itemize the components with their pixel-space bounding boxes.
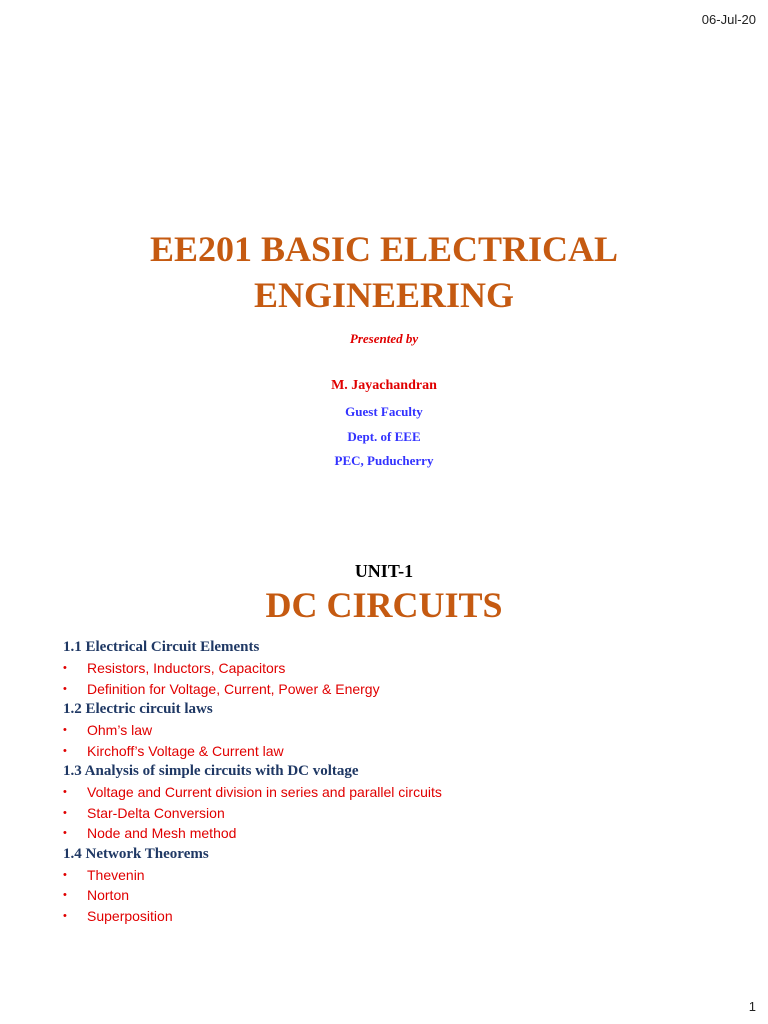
section-heading: 1.4 Network Theorems bbox=[63, 845, 209, 862]
section-heading: 1.2 Electric circuit laws bbox=[63, 701, 213, 717]
section-item bbox=[63, 679, 723, 700]
presenter-department: Dept. of EEE bbox=[347, 429, 421, 444]
syllabus-section bbox=[63, 699, 723, 761]
bullet-icon: • bbox=[63, 806, 67, 819]
unit-title: DC CIRCUITS bbox=[265, 585, 503, 625]
section-item bbox=[63, 865, 723, 886]
section-item bbox=[63, 906, 723, 927]
slide-date: 06-Jul-20 bbox=[701, 12, 756, 27]
presenter-designation: Guest Faculty bbox=[345, 404, 423, 419]
section-item bbox=[63, 782, 723, 803]
section-item-list bbox=[63, 782, 723, 844]
section-item-text: Norton bbox=[87, 887, 130, 903]
bullet-icon: • bbox=[63, 744, 67, 757]
section-item bbox=[63, 720, 723, 741]
section-item-text: Definition for Voltage, Current, Power & Energy bbox=[87, 680, 380, 697]
section-item-text: Superposition bbox=[87, 907, 173, 924]
bullet-icon: • bbox=[63, 724, 67, 736]
section-item-text: Ohm’s law bbox=[87, 722, 153, 738]
section-item bbox=[63, 823, 723, 844]
presented-by-label: Presented by bbox=[349, 331, 419, 346]
bullet-icon: • bbox=[63, 889, 67, 901]
section-heading: 1.3 Analysis of simple circuits with DC voltage bbox=[63, 763, 359, 779]
course-title bbox=[0, 226, 768, 318]
course-title-line-2: ENGINEERING bbox=[253, 275, 515, 315]
section-item-list bbox=[63, 720, 723, 761]
bullet-icon: • bbox=[63, 682, 67, 695]
presenter-name: M. Jayachandran bbox=[331, 378, 437, 393]
syllabus-section bbox=[63, 637, 723, 699]
section-item-text: Star-Delta Conversion bbox=[87, 804, 225, 821]
syllabus-outline bbox=[63, 637, 723, 926]
bullet-icon: • bbox=[63, 868, 67, 881]
bullet-icon: • bbox=[63, 827, 67, 839]
page-number: 1 bbox=[748, 999, 756, 1014]
section-item-text: Thevenin bbox=[87, 866, 145, 883]
section-item bbox=[63, 741, 723, 762]
section-item-text: Node and Mesh method bbox=[87, 825, 237, 841]
section-item-text: Resistors, Inductors, Capacitors bbox=[87, 660, 286, 676]
syllabus-section bbox=[63, 761, 723, 844]
section-heading: 1.1 Electrical Circuit Elements bbox=[63, 639, 260, 655]
section-item-list bbox=[63, 865, 723, 927]
section-item bbox=[63, 885, 723, 906]
section-item-text: Voltage and Current division in series and parallel circuits bbox=[87, 784, 442, 800]
course-title-line-1: EE201 BASIC ELECTRICAL bbox=[149, 229, 619, 269]
bullet-icon: • bbox=[63, 786, 67, 798]
presenter-institution: PEC, Puducherry bbox=[334, 453, 434, 468]
bullet-icon: • bbox=[63, 662, 67, 674]
section-item-list bbox=[63, 658, 723, 699]
syllabus-section bbox=[63, 844, 723, 927]
bullet-icon: • bbox=[63, 909, 67, 922]
section-item bbox=[63, 803, 723, 824]
section-item bbox=[63, 658, 723, 679]
unit-label: UNIT-1 bbox=[354, 561, 414, 581]
section-item-text: Kirchoff’s Voltage & Current law bbox=[87, 742, 284, 759]
